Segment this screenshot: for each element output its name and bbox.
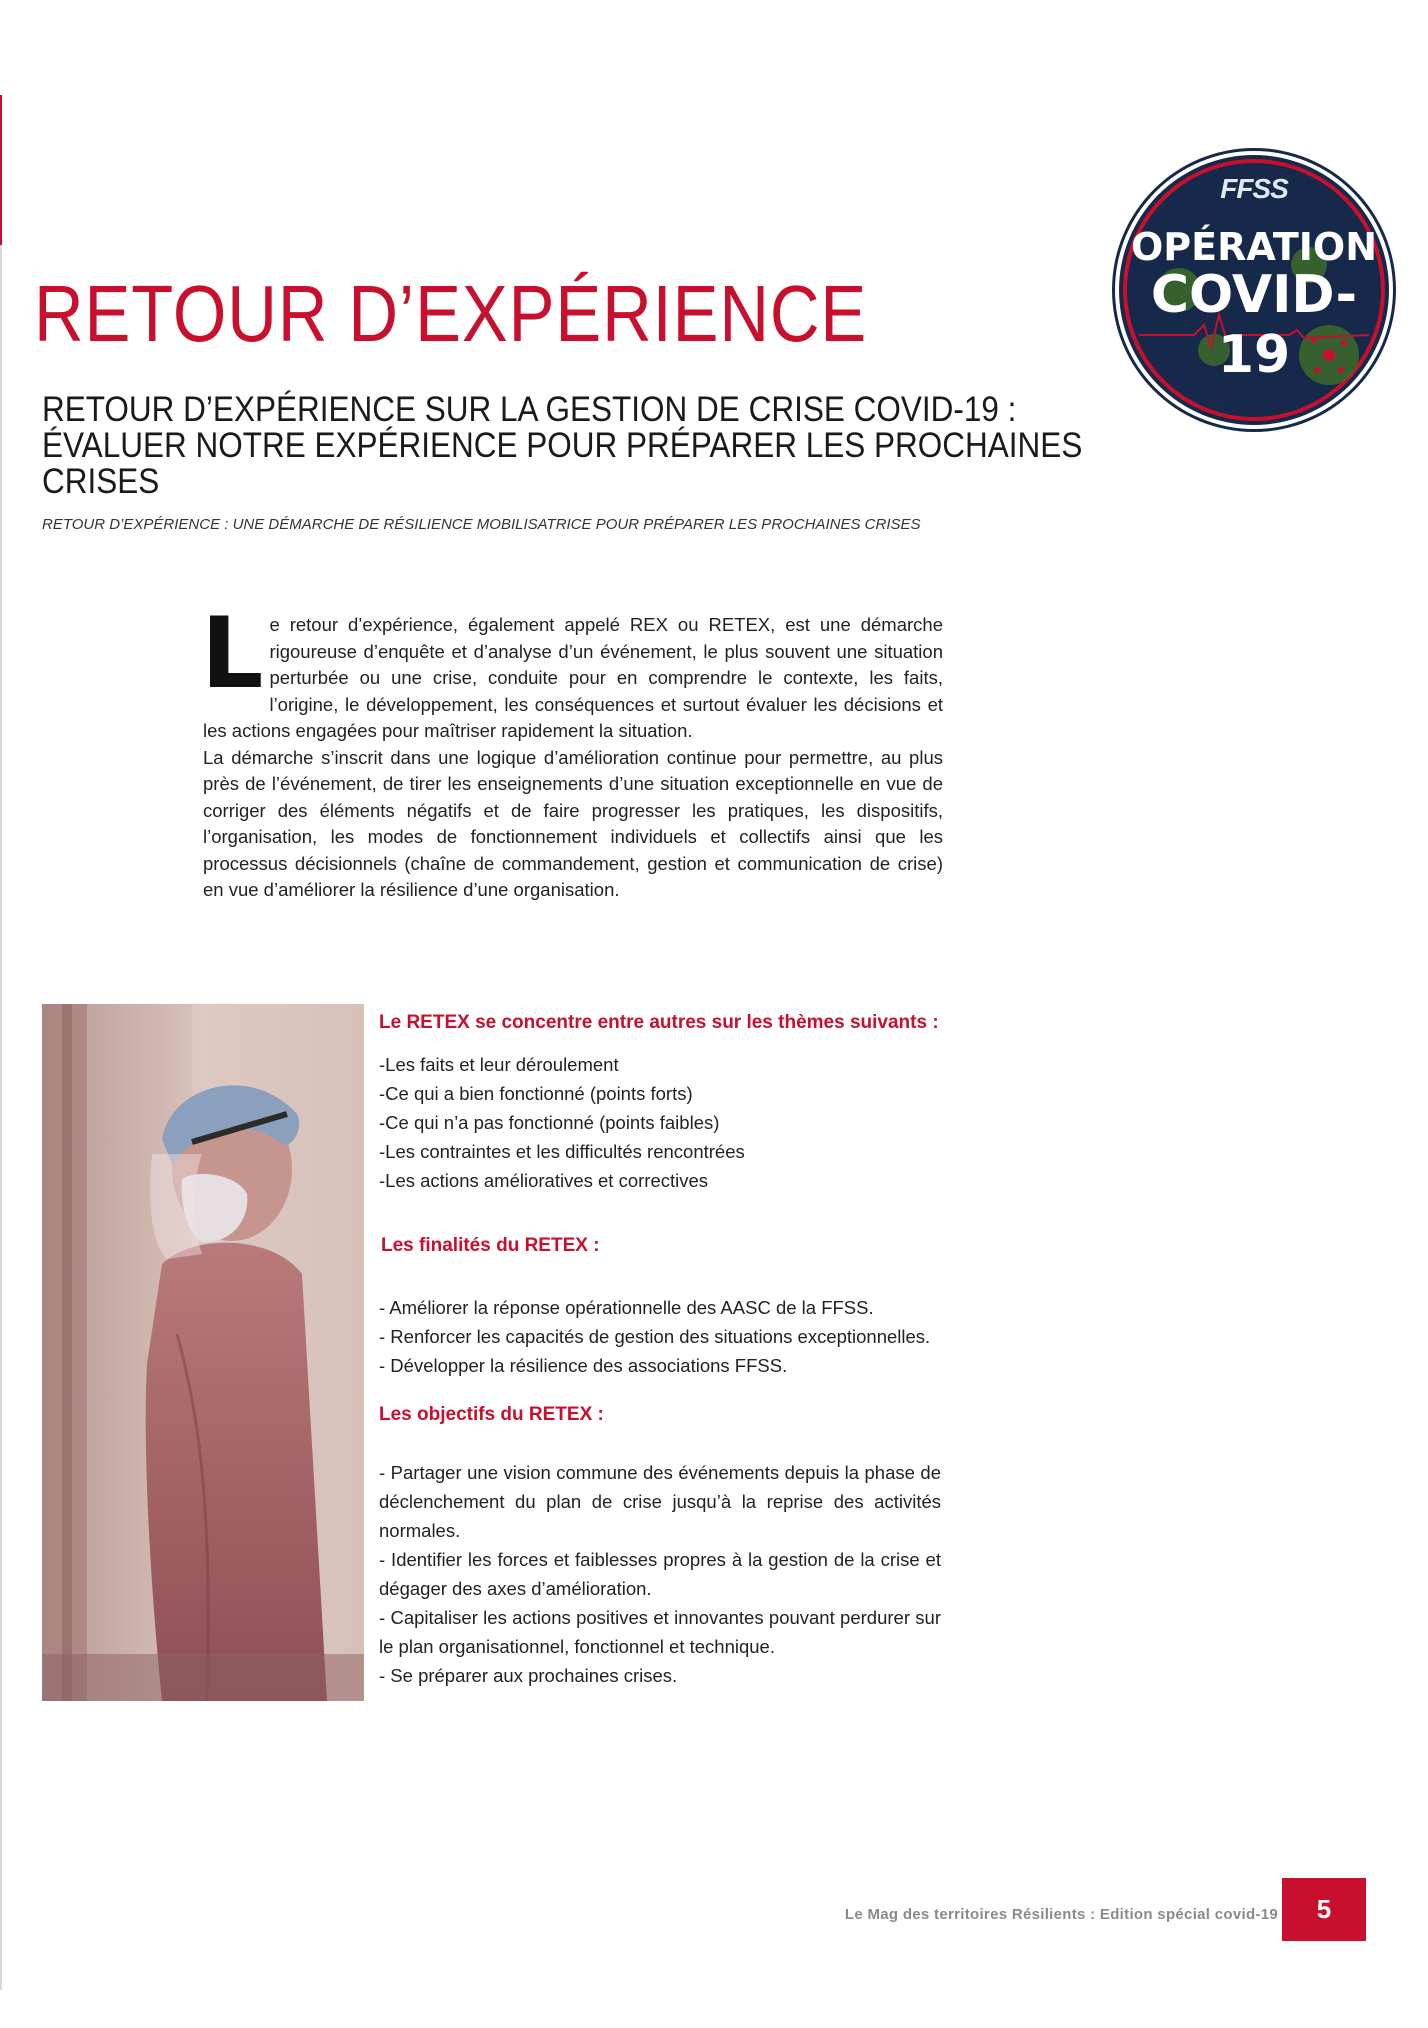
themes-heading: Le RETEX se concentre entre autres sur les thèmes suivants : [379, 1012, 939, 1033]
themes-list [379, 1050, 941, 1195]
retex-content [379, 1012, 941, 1690]
intro-paragraph-1: e retour d’expérience, également appelé REX ou RETEX, est une démarche rigoureuse d’enquête et d’analyse d’un événement, le plus souvent une situation perturbée ou une crise, conduite pour en comprendre le contexte, les faits, l’origine, le développement, les conséquences et surtout évaluer les décisions et les actions engagées pour maîtriser rapidement la situation. [203, 614, 943, 741]
page-subtitle: RETOUR D’EXPÉRIENCE SUR LA GESTION DE CRISE COVID-19 : ÉVALUER NOTRE EXPÉRIENCE POUR PRÉPARER LES PROCHAINES CRISES [42, 390, 1083, 501]
list-item: - Se préparer aux prochaines crises. [379, 1665, 678, 1686]
intro-text [201, 597, 943, 904]
logo-line-operation: OPÉRATION [1131, 225, 1377, 269]
list-item: -Les contraintes et les difficultés rencontrées [379, 1141, 745, 1162]
page-title: RETOUR D’EXPÉRIENCE [34, 269, 868, 358]
objectifs-heading: Les objectifs du RETEX : [379, 1404, 604, 1425]
themes-section [379, 1012, 941, 1195]
ffss-brand: FFSS [1220, 173, 1288, 204]
list-item: - Développer la résilience des associations FFSS. [379, 1355, 788, 1376]
list-item: -Ce qui n’a pas fonctionné (points faibles) [379, 1112, 720, 1133]
list-item: - Renforcer les capacités de gestion des situations exceptionnelles. [379, 1326, 931, 1347]
dropcap-letter: L [201, 597, 264, 711]
magazine-footer: Le Mag des territoires Résilients : Edition spécial covid-19 [844, 1906, 1278, 1923]
list-item: - Partager une vision commune des événements depuis la phase de déclenchement du plan de crise jusqu’à la reprise des activités normales. [379, 1462, 941, 1541]
list-item: -Les faits et leur déroulement [379, 1054, 619, 1075]
logo-line-covid: COVID-19 [1150, 265, 1358, 385]
finalites-section [379, 1235, 941, 1380]
operation-covid-logo [1119, 155, 1389, 425]
objectifs-section [379, 1404, 941, 1690]
list-item: -Ce qui a bien fonctionné (points forts) [379, 1083, 693, 1104]
page-margin-rule [0, 95, 2, 1990]
list-item: - Identifier les forces et faiblesses propres à la gestion de la crise et dégager des axes d’amélioration. [379, 1549, 941, 1599]
finalites-list [379, 1293, 941, 1380]
objectifs-list [379, 1458, 941, 1690]
finalites-heading: Les finalités du RETEX : [381, 1235, 600, 1256]
intro-paragraph-2: La démarche s’inscrit dans une logique d’amélioration continue pour permettre, au plus près de l’événement, de tirer les enseignements d’une situation exceptionnelle en vue de corriger des éléments négatifs et de faire progresser les pratiques, les dispositifs, l’organisation, les modes de fonctionnement individuels et collectifs ainsi que les processus décisionnels (chaîne de commandement, gestion et communication de crise) en vue d’améliorer la résilience d’une organisation. [203, 746, 943, 900]
page-margin-accent [0, 95, 2, 245]
page-number: 5 [1282, 1878, 1366, 1941]
medical-worker-photo [42, 1004, 364, 1701]
list-item: - Améliorer la réponse opérationnelle des AASC de la FFSS. [379, 1297, 874, 1318]
list-item: -Les actions amélioratives et correctives [379, 1170, 709, 1191]
section-kicker: RETOUR D’EXPÉRIENCE : UNE DÉMARCHE DE RÉSILIENCE MOBILISATRICE POUR PRÉPARER LES PROCHAINES CRISES [42, 516, 921, 533]
list-item: - Capitaliser les actions positives et innovantes pouvant perdurer sur le plan organisationnel, fonctionnel et technique. [379, 1607, 941, 1657]
